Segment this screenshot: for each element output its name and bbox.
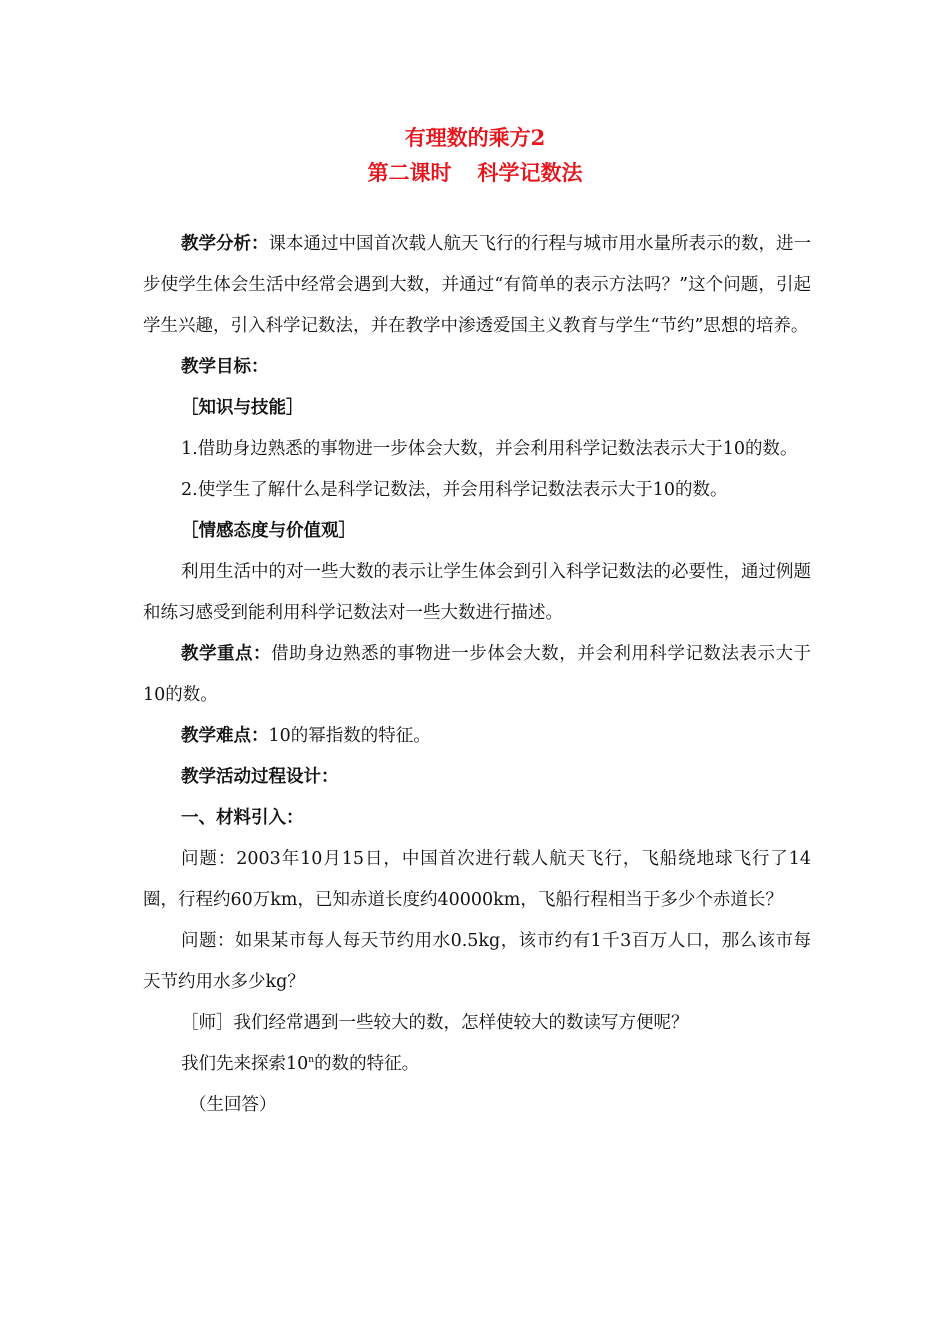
question-1: 问题：2003年10月15日，中国首次进行载人航天飞行，飞船绕地球飞行了14圈，行程约60万km，已知赤道长度约40000km，飞船行程相当于多少个赤道长？ [143, 849, 811, 910]
teacher-line: ［师］我们经常遇到一些较大的数，怎样使较大的数读写方便呢？ [181, 1013, 689, 1033]
analysis-label: 教学分析： [181, 234, 269, 254]
key-point-paragraph [143, 634, 811, 716]
exponent-n: n [308, 1055, 315, 1065]
student-reply: （生回答） [189, 1095, 277, 1115]
goals-heading: 教学目标： [181, 357, 269, 377]
explore-line: 我们先来探索10$^n$的数的特征。 [181, 1054, 420, 1074]
document-body [143, 224, 811, 1126]
document-subtitle [0, 159, 950, 187]
goal-item-2: 2.使学生了解什么是科学记数法，并会用科学记数法表示大于10的数。 [181, 480, 728, 500]
knowledge-heading: ［知识与技能］ [181, 398, 304, 418]
analysis-text: 课本通过中国首次载人航天飞行的行程与城市用水量所表示的数，进一步使学生体会生活中经常会遇到大数，并通过“有简单的表示方法吗？”这个问题，引起学生兴趣，引入科学记数法，并在教学中渗透爱国主义教育与学生“节约”思想的培养。 [143, 234, 811, 336]
subtitle-lesson: 第二课时 [367, 160, 452, 185]
step1-heading: 一、材料引入： [181, 808, 304, 828]
subtitle-topic: 科学记数法 [477, 160, 583, 185]
difficulty-text: 10的幂指数的特征。 [268, 726, 431, 746]
question-2: 问题：如果某市每人每天节约用水0.5kg，该市约有1千3百万人口，那么该市每天节约用水多少kg？ [143, 931, 811, 992]
goal-item-1: 1.借助身边熟悉的事物进一步体会大数，并会利用科学记数法表示大于10的数。 [181, 439, 798, 459]
difficulty-paragraph [143, 716, 811, 757]
document-title: 有理数的乘方2 [404, 125, 546, 150]
difficulty-label: 教学难点： [181, 726, 269, 746]
design-heading: 教学活动过程设计： [181, 767, 339, 787]
key-point-text: 借助身边熟悉的事物进一步体会大数，并会利用科学记数法表示大于10的数。 [143, 644, 812, 705]
emotion-paragraph: 利用生活中的对一些大数的表示让学生体会到引入科学记数法的必要性，通过例题和练习感受到能利用科学记数法对一些大数进行描述。 [143, 562, 811, 623]
analysis-paragraph [143, 224, 811, 347]
emotion-heading: ［情感态度与价值观］ [181, 521, 356, 541]
key-point-label: 教学重点： [181, 644, 272, 664]
